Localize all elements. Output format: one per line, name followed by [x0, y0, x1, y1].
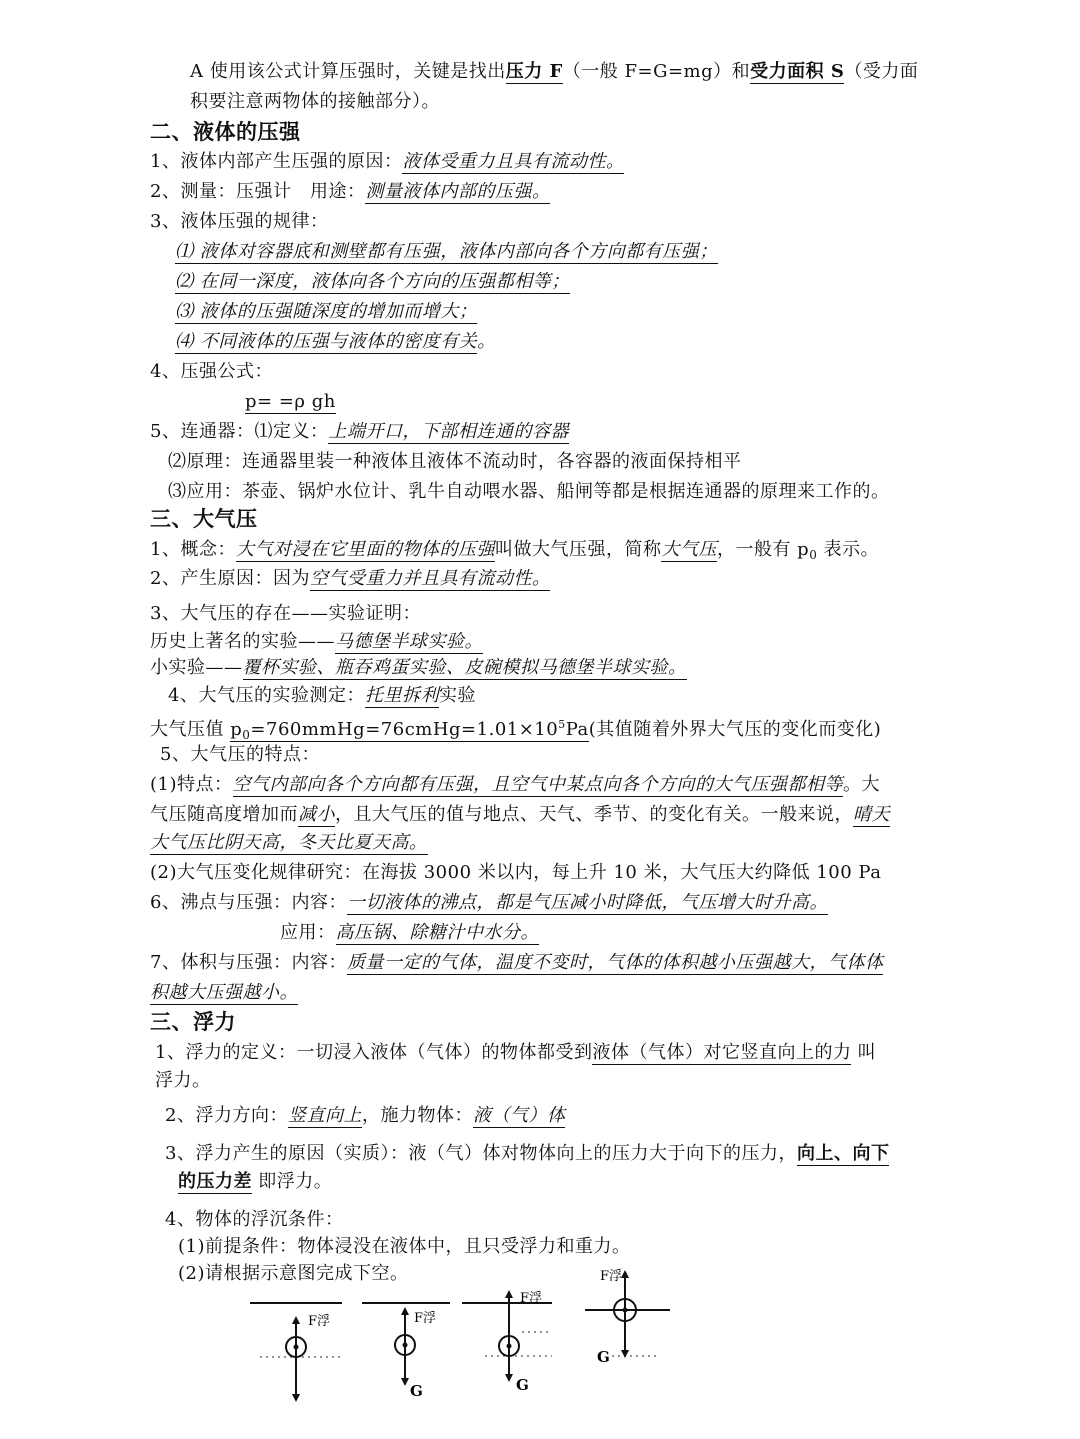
diagram-rising [462, 1290, 552, 1394]
atm-small-experiments: 小实验——覆杯实验、瓶吞鸡蛋实验、皮碗模拟马德堡半球实验。 [150, 657, 687, 678]
liquid-rule-4: ⑷ 不同液体的压强与液体的密度有关。 [175, 331, 496, 352]
formula-note-line-1: A 使用该公式计算压强时，关键是找出压力 F（一般 F=G=mg）和受力面积 S（受力面 [190, 61, 919, 82]
liquid-pressure-measure: 2、测量：压强计 用途：测量液体内部的压强。 [150, 181, 551, 202]
buoyancy-definition-line-2: 浮力。 [155, 1070, 211, 1091]
diagram-suspended [362, 1303, 450, 1400]
float-sink-instruction: (2)请根据示意图完成下空。 [178, 1263, 409, 1284]
liquid-pressure-cause: 1、液体内部产生压强的原因：液体受重力且具有流动性。 [150, 151, 625, 172]
buoyancy-cause-line-2: 的压力差 即浮力。 [178, 1171, 333, 1192]
buoyancy-cause-line-1: 3、浮力产生的原因（实质）：液（气）体对物体向上的压力大于向下的压力，向上、向下 [165, 1143, 890, 1164]
atm-measurement: 4、大气压的实验测定：托里拆利实验 [168, 685, 476, 706]
atm-existence: 3、大气压的存在——实验证明： [150, 603, 421, 624]
pressure-formula: p= =ρ gh [245, 391, 336, 412]
liquid-rule-3: ⑶ 液体的压强随深度的增加而增大； [175, 301, 478, 322]
connector-principle: ⑵原理：连通器里装一种液体且液体不流动时，各容器的液面保持相平 [168, 451, 742, 472]
diagram-2-g-label: G [410, 1382, 423, 1400]
section-liquid-pressure-title: 二、液体的压强 [150, 119, 301, 144]
formula-note-line-2: 积要注意两物体的接触部分）。 [190, 91, 440, 112]
diagram-1-f-label: F浮 [308, 1314, 331, 1329]
diagram-floating [585, 1269, 670, 1366]
atm-feature-line-3: 大气压比阴天高，冬天比夏天高。 [150, 832, 428, 853]
section-buoyancy-title: 三、浮力 [150, 1009, 236, 1034]
float-sink-precondition: (1)前提条件：物体浸没在液体中，且只受浮力和重力。 [178, 1236, 631, 1257]
connector-application: ⑶应用：茶壶、锅炉水位计、乳牛自动喂水器、船闸等都是根据连通器的原理来工作的。 [168, 481, 890, 502]
diagram-3-f-label: F浮 [520, 1291, 543, 1306]
atm-feature-line-2: 气压随高度增加而减小，且大气压的值与地点、天气、季节、的变化有关。一般来说，晴天 [150, 804, 890, 825]
diagram-2-f-label: F浮 [414, 1311, 437, 1326]
boiling-point-application: 应用：高压锅、除糖汁中水分。 [280, 922, 539, 943]
float-sink-diagrams [240, 1260, 700, 1410]
diagram-sinking [250, 1303, 342, 1402]
float-sink-heading: 4、物体的浮沉条件： [165, 1209, 344, 1230]
atm-value: 大气压值 $p_0=760mmHg=76cmHg=1.01\times 10^5Pa$(其值随着外界大气压的变化而变化) [150, 718, 882, 742]
diagram-4-g-label: G [597, 1348, 610, 1366]
liquid-rule-1: ⑴ 液体对容器底和测壁都有压强，液体内部向各个方向都有压强； [175, 241, 718, 262]
diagram-4-f-label: F浮 [600, 1269, 623, 1284]
liquid-rule-2: ⑵ 在同一深度，液体向各个方向的压强都相等； [175, 271, 570, 292]
buoyancy-direction: 2、浮力方向：竖直向上，施力物体：液（气）体 [165, 1105, 566, 1126]
connector-definition: 5、连通器：⑴定义：上端开口，下部相连通的容器 [150, 421, 569, 442]
pressure-formula-heading: 4、压强公式： [150, 361, 273, 382]
buoyancy-definition-line-1: 1、浮力的定义：一切浸入液体（气体）的物体都受到液体（气体）对它竖直向上的力 叫 [155, 1042, 877, 1063]
atm-features-heading: 5、大气压的特点： [160, 744, 320, 765]
section-atmospheric-pressure-title: 三、大气压 [150, 506, 258, 531]
volume-pressure-line-1: 7、体积与压强：内容：质量一定的气体，温度不变时，气体的体积越小压强越大，气体体 [150, 952, 884, 973]
atm-concept: 1、概念：大气对浸在它里面的物体的压强叫做大气压强，简称大气压，一般有 $p_0$ 表示。 [150, 539, 880, 562]
volume-pressure-line-2: 积越大压强越小。 [150, 982, 298, 1003]
atm-famous-experiment: 历史上著名的实验——马德堡半球实验。 [150, 631, 483, 652]
diagram-3-g-label: G [516, 1376, 529, 1394]
atm-cause: 2、产生原因：因为空气受重力并且具有流动性。 [150, 568, 551, 589]
liquid-pressure-rules-heading: 3、液体压强的规律： [150, 211, 329, 232]
atm-altitude-rule: (2)大气压变化规律研究：在海拔 3000 米以内，每上升 10 米，大气压大约降低 100 Pa [150, 862, 882, 883]
atm-feature-line-1: (1)特点：空气内部向各个方向都有压强，且空气中某点向各个方向的大气压强都相等。大 [150, 774, 880, 795]
boiling-point-content: 6、沸点与压强：内容：一切液体的沸点，都是气压减小时降低，气压增大时升高。 [150, 892, 828, 913]
